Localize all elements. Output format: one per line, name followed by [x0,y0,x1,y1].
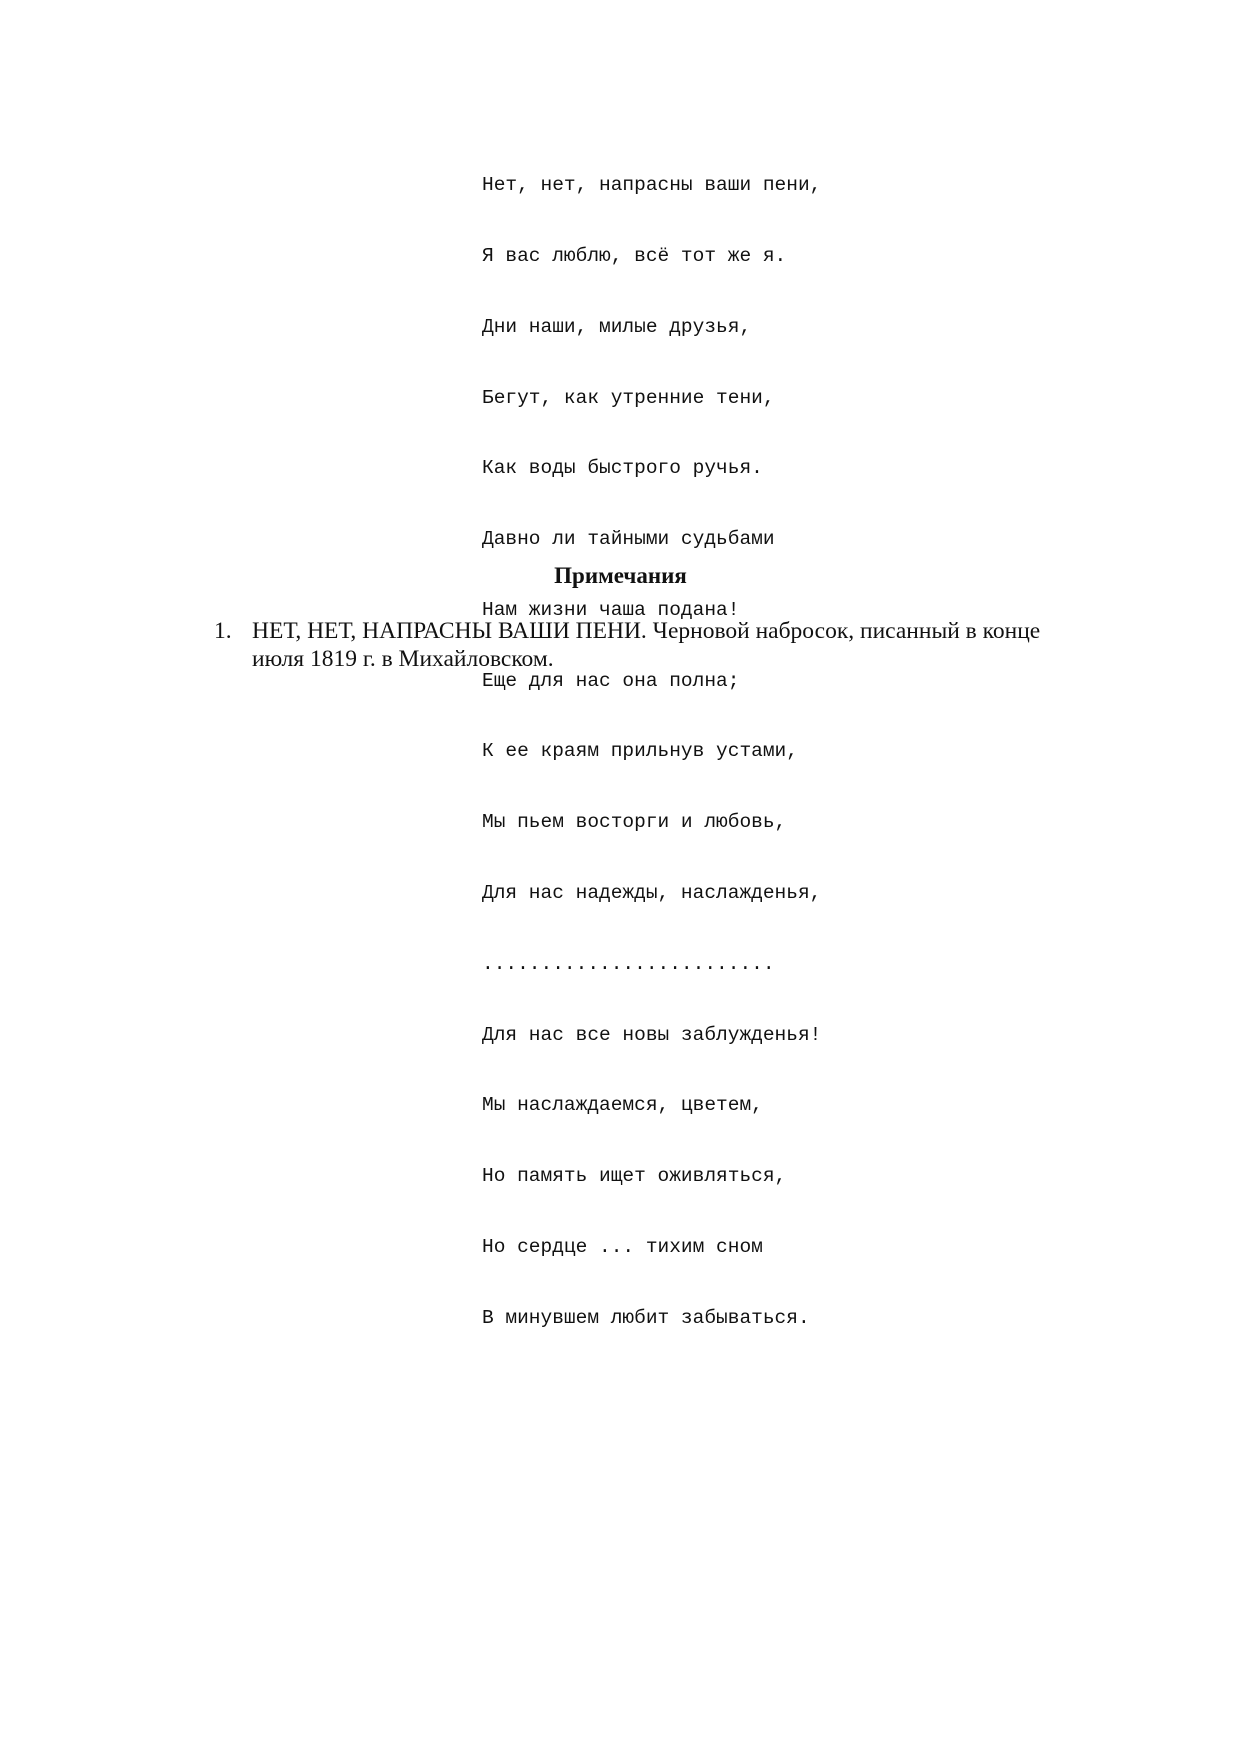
poem-line: Нам жизни чаша подана! [482,598,740,621]
poem-line: Но сердце ... тихим сном [482,1235,763,1258]
poem-line: Для нас все новы заблужденья! [482,1023,822,1046]
poem-line: Как воды быстрого ручья. [482,457,763,480]
poem-line: Я вас люблю, всё тот же я. [482,244,787,267]
poem-line: Дни наши, милые друзья, [482,315,752,338]
poem-line: Нет, нет, напрасны ваши пени, [482,174,822,197]
note-item [214,617,1114,673]
poem-line: Мы наслаждаемся, цветем, [482,1094,763,1117]
notes-list [214,617,1114,673]
poem-line: В минувшем любит забываться. [482,1306,810,1329]
notes-heading: Примечания [554,563,687,588]
poem-line: К ее краям прильнув устами, [482,740,798,763]
note-text-line: июля 1819 г. в Михайловском. [252,646,554,672]
poem-ellipsis-line: ......................... [482,952,775,975]
poem-line: Но память ищет оживляться, [482,1165,787,1188]
poem-line: Мы пьем восторги и любовь, [482,811,787,834]
note-text-line: НЕТ, НЕТ, НАПРАСНЫ ВАШИ ПЕНИ. Черновой набросок, писанный в конце [252,618,1041,644]
poem [482,127,821,1354]
poem-line: Еще для нас она полна; [482,669,740,692]
note-number: 1. [214,618,232,644]
poem-line: Для нас надежды, наслажденья, [482,882,822,904]
poem-line: Бегут, как утренние тени, [482,386,775,409]
poem-line: Давно ли тайными судьбами [482,528,775,551]
